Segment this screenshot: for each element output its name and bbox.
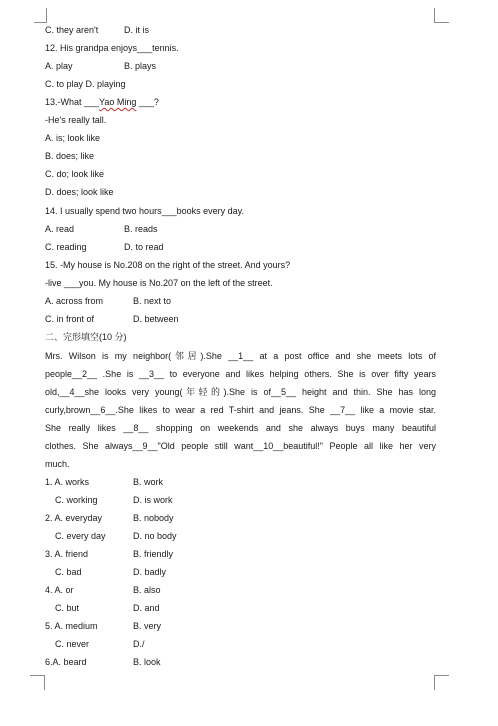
q13-option-b: B. does; like bbox=[45, 151, 95, 161]
cloze-3-option-a: 3. A. friend bbox=[45, 549, 89, 559]
q13-option-d: D. does; look like bbox=[45, 187, 114, 197]
q15-option-c: C. in front of bbox=[45, 314, 95, 324]
passage-line: clothes. She always__9__"Old people still want__10__beautiful!" People all like her very bbox=[45, 441, 436, 451]
crop-mark-bottom-right bbox=[434, 675, 449, 690]
q15-stem: 15. -My house is No.208 on the right of the street. And yours? bbox=[45, 260, 291, 270]
cloze-4-option-c: C. but bbox=[55, 603, 80, 613]
q11-option-c: C. they aren't bbox=[45, 25, 99, 35]
q15-option-a: A. across from bbox=[45, 296, 104, 306]
cloze-5-option-d: D./ bbox=[133, 639, 145, 649]
cloze-2-option-a: 2. A. everyday bbox=[45, 513, 103, 523]
crop-mark-bottom-left bbox=[30, 675, 45, 690]
passage-line: old,__4__she looks very young(年轻的).She is of__5__ height and thin. She has long bbox=[45, 387, 436, 397]
cloze-5-option-c: C. never bbox=[55, 639, 90, 649]
q13-stem: 13.-What ___Yao Ming ___? bbox=[45, 97, 159, 107]
q13-reply: -He's really tall. bbox=[45, 115, 107, 125]
q13-name: Yao Ming bbox=[99, 97, 137, 107]
cloze-4-option-a: 4. A. or bbox=[45, 585, 74, 595]
q14-option-c: C. reading bbox=[45, 242, 87, 252]
section-heading: 二、完形填空(10 分) bbox=[45, 332, 127, 342]
cloze-5-option-a: 5. A. medium bbox=[45, 621, 98, 631]
q15-option-d: D. between bbox=[133, 314, 179, 324]
cloze-1-option-a: 1. A. works bbox=[45, 477, 90, 487]
cloze-3-option-c: C. bad bbox=[55, 567, 82, 577]
cloze-2-option-b: B. nobody bbox=[133, 513, 174, 523]
cloze-1-option-d: D. is work bbox=[133, 495, 173, 505]
passage-line: people__2__ .She is __3__ to everyone and likes helping others. She is over fifty years bbox=[45, 369, 436, 379]
passage-line: She really likes __8__ shopping on weekends and she always buys many beautiful bbox=[45, 423, 436, 433]
passage-line: Mrs. Wilson is my neighbor(邻居).She __1__ at a post office and she meets lots of bbox=[45, 351, 436, 361]
cloze-2-option-d: D. no body bbox=[133, 531, 177, 541]
q15-option-b: B. next to bbox=[133, 296, 172, 306]
cloze-5-option-b: B. very bbox=[133, 621, 162, 631]
cloze-4-option-b: B. also bbox=[133, 585, 161, 595]
q11-option-d: D. it is bbox=[124, 25, 150, 35]
q15-reply: -live ___you. My house is No.207 on the left of the street. bbox=[45, 278, 273, 288]
q14-option-a: A. read bbox=[45, 224, 75, 234]
q12-option-b: B. plays bbox=[124, 61, 157, 71]
cloze-1-option-b: B. work bbox=[133, 477, 164, 487]
q13-option-a: A. is; look like bbox=[45, 133, 101, 143]
crop-mark-top-left bbox=[34, 8, 47, 23]
q12-option-a: A. play bbox=[45, 61, 73, 71]
cloze-3-option-d: D. badly bbox=[133, 567, 167, 577]
crop-mark-top-right bbox=[434, 8, 449, 23]
cloze-4-option-d: D. and bbox=[133, 603, 160, 613]
cloze-2-option-c: C. every day bbox=[55, 531, 106, 541]
passage-line: curly,brown__6__.She likes to wear a red T-shirt and jeans. She __7__ like a movie star. bbox=[45, 405, 436, 415]
q14-option-b: B. reads bbox=[124, 224, 158, 234]
q14-stem: 14. I usually spend two hours___books every day. bbox=[45, 206, 244, 216]
q12-options-cd: C. to play D. playing bbox=[45, 79, 126, 89]
cloze-6-option-a: 6.A. beard bbox=[45, 657, 87, 667]
cloze-3-option-b: B. friendly bbox=[133, 549, 174, 559]
cloze-1-option-c: C. working bbox=[55, 495, 98, 505]
q13-option-c: C. do; look like bbox=[45, 169, 105, 179]
cloze-6-option-b: B. look bbox=[133, 657, 161, 667]
q14-option-d: D. to read bbox=[124, 242, 164, 252]
passage-end: much. bbox=[45, 459, 70, 469]
q12-stem: 12. His grandpa enjoys___tennis. bbox=[45, 43, 179, 53]
